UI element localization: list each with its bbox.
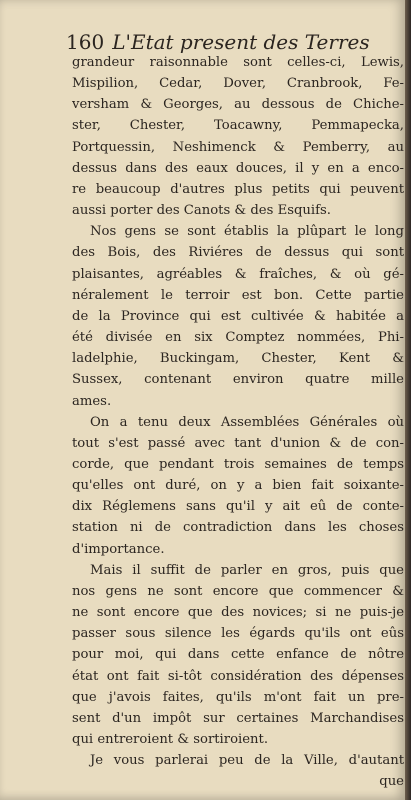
text-line: re beaucoup d'autres plus petits qui peuvent (72, 181, 404, 197)
text-line: Portquessin, Neshimenck & Pemberry, au (72, 139, 404, 155)
text-line: dix Réglemens sans qu'il y ait eû de conte- (72, 499, 404, 515)
text-line: versham & Georges, au dessous de Chiche- (72, 97, 404, 113)
text-line: qui entreroient & sortiroient. (72, 732, 269, 747)
text-line: On a tenu deux Assemblées Générales où (90, 414, 404, 430)
text-line: Je vous parlerai peu de la Ville, d'autant (90, 753, 404, 769)
text-line: qu'elles ont duré, on y a bien fait soixante- (72, 478, 404, 494)
text-line: Sussex, contenant environ quatre mille (72, 372, 404, 388)
running-title: L'Etat present des Terres (112, 30, 370, 54)
page-number: 160 (66, 30, 105, 54)
text-line: passer sous silence les égards qu'ils ont eûs (72, 626, 404, 642)
text-line: pour moi, qui dans cette enfance de nôtre (72, 647, 404, 663)
text-line: sent d'un impôt sur certaines Marchandises (72, 710, 404, 726)
text-line: Nos gens se sont établis la plûpart le long (90, 224, 404, 240)
text-line: tout s'est passé avec tant d'union & de con- (72, 435, 404, 451)
text-line: nos gens ne sont encore que commencer & (72, 583, 404, 599)
text-line: plaisantes, agréables & fraîches, & où gé- (72, 266, 404, 282)
text-line: de la Province qui est cultivée & habitée a (72, 308, 404, 324)
text-line: néralement le terroir est bon. Cette partie (72, 287, 404, 303)
text-line: état ont fait si-tôt considération des dépenses (72, 668, 404, 684)
text-line: aussi porter des Canots & des Esquifs. (72, 203, 331, 219)
text-line: ne sont encore que des novices; si ne puis-je (72, 605, 404, 621)
text-line: ames. (72, 393, 112, 409)
text-line: Mispilion, Cedar, Dover, Cranbrook, Fe- (72, 76, 404, 92)
page-body (72, 52, 404, 792)
text-line: que j'avois faites, qu'ils m'ont fait un pre- (72, 689, 404, 705)
text-line: grandeur raisonnable sont celles-ci, Lewis, (72, 55, 404, 70)
text-line: corde, que pendant trois semaines de temps (72, 456, 404, 472)
text-line: ster, Chester, Toacawny, Pemmapecka, (72, 118, 404, 134)
text-line: été divisée en six Comptez nommées, Phi- (72, 330, 404, 346)
text-line: des Bois, des Riviéres de dessus qui sont (72, 245, 404, 261)
text-line: ladelphie, Buckingam, Chester, Kent & (72, 351, 404, 367)
catchword: que (379, 774, 404, 790)
text-line: dessus dans des eaux douces, il y en a enco- (72, 160, 404, 176)
text-line: d'importance. (72, 541, 165, 557)
text-line: Mais il suffit de parler en gros, puis que (90, 562, 404, 578)
page-edge-shadow (405, 0, 411, 800)
text-line: station ni de contradiction dans les choses (72, 520, 404, 536)
